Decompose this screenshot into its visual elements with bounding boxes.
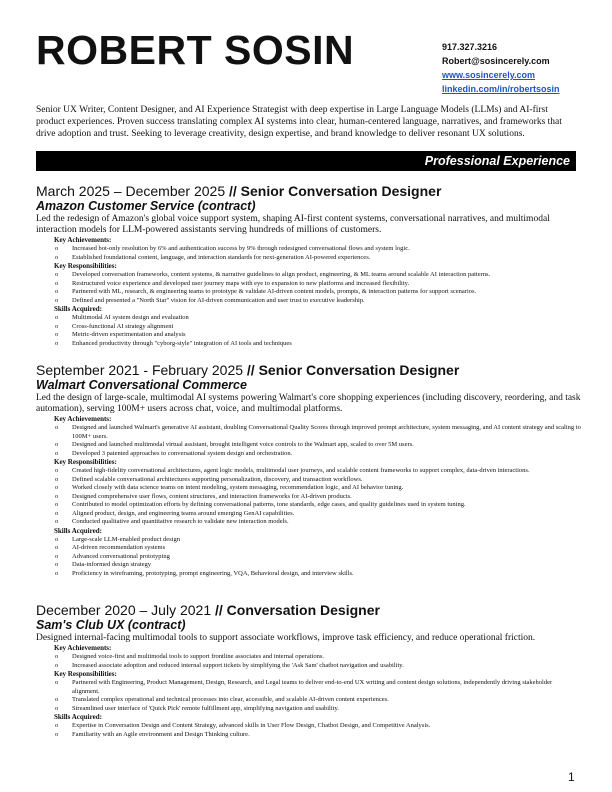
achievements-label: Key Achievements: (54, 644, 112, 652)
list-item: o Designed and launched multimodal virtual assistant, brought intelligent voice controls to the Walmart app, scaled to over 5M users. (36, 441, 581, 450)
list-item: o Increased bot-only resolution by 6% and authentication success by 9% through redesigned conversational flows and system logic. (36, 245, 581, 254)
section-title: Professional Experience (424, 154, 570, 168)
list-item: o Metric-driven experimentation and analysis (36, 331, 581, 340)
job-title-line (36, 602, 581, 618)
list-item: o Data-informed design strategy (36, 561, 581, 570)
list-item: o Translated complex operational and technical processes into clear, accessible, and scalable AI-driven content experiences. (36, 696, 581, 705)
list-item: o Familiarity with an Agile environment and Design Thinking culture. (36, 731, 581, 740)
list-item: o Restructured voice experience and developed user journey maps with eye to expansion to new platforms and increased flexibility. (36, 280, 581, 289)
responsibilities-label: Key Responsibilities: (54, 670, 117, 678)
list-item: o Defined and presented a "North Star" vision for AI-driven communication and user trust to executive leadership. (36, 297, 581, 306)
responsibilities-label: Key Responsibilities: (54, 458, 117, 466)
job-description: Led the redesign of Amazon's global voice support system, shaping AI-first content systems, conversational narratives, and multimodal interaction models for LLM-powered assistants serving hundreds of millions of customers. (36, 214, 550, 235)
responsibilities-list (36, 467, 581, 527)
list-item: o Aligned product, design, and engineering teams around emerging GenAI capabilities. (36, 510, 581, 519)
skills-label: Skills Acquired: (54, 526, 102, 535)
job-entry-sams-club (36, 602, 581, 739)
job-title-line (36, 362, 581, 378)
job-separator: // (243, 362, 259, 378)
job-role: Senior Conversation Designer (258, 362, 460, 378)
job-dates: December 2020 – July 2021 (36, 602, 212, 618)
list-item: o AI-driven recommendation systems (36, 544, 581, 553)
job-entry-amazon (36, 183, 581, 348)
list-item: o Streamlined user interface of 'Quick Pick' remote fulfillment app, simplifying navigation and usability. (36, 705, 581, 714)
website-link[interactable]: www.sosincerely.com (442, 70, 536, 80)
skills-label: Skills Acquired: (54, 305, 102, 313)
company-name: Sam's Club UX (contract) (36, 618, 186, 632)
page-number: 1 (568, 770, 575, 784)
list-item: o Enhanced productivity through "cyborg-style" integration of AI tools and techniques (36, 340, 581, 349)
list-item: o Increased associate adoption and reduced internal support tickets by simplifying the 'Ask Sam' chatbot navigation and usability. (36, 662, 581, 671)
skills-list (36, 536, 581, 579)
list-item: o Developed 3 patented approaches to conversational system design and orchestration. (36, 450, 581, 459)
list-item: o Proficiency in wireframing, prototyping, prompt engineering, VQA, Behavioral design, and interview skills. (36, 570, 581, 579)
job-entry-walmart (36, 362, 581, 578)
phone-number: 917.327.3216 (442, 42, 498, 52)
email-address[interactable]: Robert@sosincerely.com (442, 56, 550, 66)
responsibilities-label: Key Responsibilities: (54, 262, 117, 270)
responsibilities-list (36, 679, 581, 713)
job-dates: March 2025 – December 2025 (36, 183, 226, 199)
list-item: o Advanced conversational prototyping (36, 553, 581, 562)
achievements-label: Key Achievements: (54, 415, 112, 423)
company-name: Amazon Customer Service (contract) (36, 199, 256, 213)
list-item: o Designed voice-first and multimodal tools to support frontline associates and internal operations. (36, 653, 581, 662)
list-item: o Created high-fidelity conversational architectures, agent logic models, multimodal user journeys, and scalable content frameworks to support complex, data-driven interactions. (36, 467, 581, 476)
linkedin-link[interactable]: linkedin.com/in/robertsosin (442, 84, 560, 94)
job-title-line (36, 183, 581, 199)
list-item: o Multimodal AI system design and evaluation (36, 314, 581, 323)
section-header-professional-experience (36, 151, 576, 171)
list-item: o Conducted qualitative and quantitative research to validate new interaction models. (36, 518, 581, 527)
job-separator: // (225, 183, 241, 199)
list-item: o Developed conversation frameworks, content systems, & narrative guidelines to align product, engineering, & ML teams around scalable AI interaction patterns. (36, 271, 581, 280)
list-item: o Designed and launched Walmart's generative AI assistant, doubling Conversational Quality Scores through improved prompt architecture, system messaging, and AI content strategy and scaling to 100M+ users. (36, 424, 581, 441)
skills-label: Skills Acquired: (54, 713, 102, 721)
list-item: o Cross-functional AI strategy alignment (36, 323, 581, 332)
skills-list (36, 314, 581, 348)
job-role: Conversation Designer (226, 602, 380, 618)
list-item: o Large-scale LLM-enabled product design (36, 536, 581, 545)
job-role: Senior Conversation Designer (240, 183, 442, 199)
job-description: Designed internal-facing multimodal tools to support associate workflows, improve task efficiency, and reduce operational friction. (36, 633, 536, 643)
skills-list (36, 722, 581, 739)
company-name: Walmart Conversational Commerce (36, 378, 247, 392)
list-item: o Established foundational content, language, and interaction standards for next-generation AI-powered experiences. (36, 254, 581, 263)
list-item: o Partnered with Engineering, Product Management, Design, Research, and Legal teams to deliver end-to-end UX writing and content design solutions, independently driving stakeholder alignment. (36, 679, 581, 696)
list-item: o Defined scalable conversational architectures supporting personalization, discovery, and transaction workflows. (36, 476, 581, 485)
achievements-list (36, 245, 581, 262)
candidate-name: ROBERT SOSIN (36, 27, 355, 73)
list-item: o Partnered with ML, research, & engineering teams to prototype & validate AI-driven content models, prompts, & interaction patterns for support scenarios. (36, 288, 581, 297)
job-description: Led the design of large-scale, multimodal AI systems powering Walmart's core shopping experiences (including discovery, reordering, and task automation), serving 100M+ users across chat, voice, and multimodal platforms. (36, 393, 581, 414)
achievements-list (36, 653, 581, 670)
job-separator: // (211, 602, 227, 618)
contact-block (442, 40, 560, 96)
job-dates: September 2021 - February 2025 (36, 362, 244, 378)
list-item: o Expertise in Conversation Design and Content Strategy, advanced skills in User Flow Design, Chatbot Design, and Competitive Analysis. (36, 722, 581, 731)
list-item: o Designed comprehensive user flows, content structures, and interaction frameworks for AI-driven products. (36, 493, 581, 502)
professional-summary: Senior UX Writer, Content Designer, and AI Experience Strategist with deep expertise in Large Language Models (LLMs) and AI-first product experiences. Proven success translating complex AI systems into clear, human-centered language, narratives, and frameworks that drive adoption and trust. Seeking to leverage creativity, design expertise, and brand knowledge to deliver resonant UX solutions. (36, 105, 562, 139)
responsibilities-list (36, 271, 581, 305)
list-item: o Contributed to model optimization efforts by defining conversational patterns, tone standards, edge cases, and quality guidelines used in system tuning. (36, 501, 581, 510)
achievements-list (36, 424, 581, 458)
achievements-label: Key Achievements: (54, 236, 112, 244)
list-item: o Worked closely with data science teams on intent modeling, system messaging, recommendation logic, and AI behavior tuning. (36, 484, 581, 493)
